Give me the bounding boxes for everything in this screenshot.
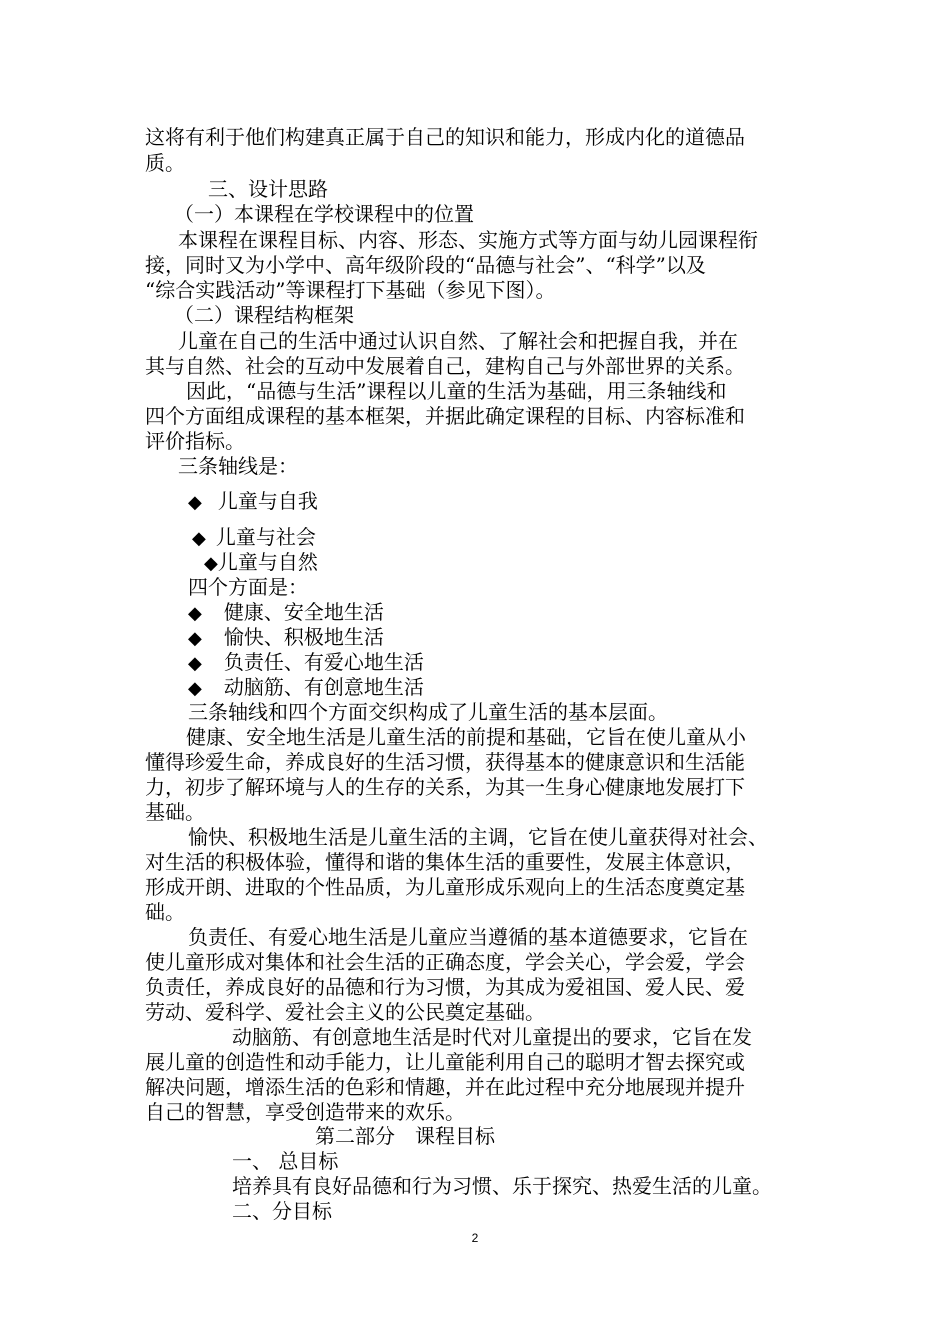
body-text-line: 因此，“品德与生活”课程以儿童的生活为基础，用三条轴线和 [186,379,727,403]
body-text-line: 懂得珍爱生命，养成良好的生活习惯，获得基本的健康意识和生活能 [145,750,745,774]
bullet-text: 负责任、有爱心地生活 [223,650,424,674]
section-heading: 二、分目标 [232,1199,332,1223]
body-text-line: 健康、安全地生活是儿童生活的前提和基础，它旨在使儿童从小 [186,725,746,749]
body-text-line: 质。 [145,151,185,175]
bullet-text: 儿童与自我 [217,489,318,513]
bullet-text: 动脑筋、有创意地生活 [223,675,424,699]
bullet-item [188,489,318,515]
diamond-bullet-icon: ◆ [204,553,218,574]
body-text-line: 本课程在课程目标、内容、形态、实施方式等方面与幼儿园课程衔 [178,228,758,252]
body-text-line: 愉快、积极地生活是儿童生活的主调，它旨在使儿童获得对社会、 [188,825,768,849]
bullet-item [188,625,384,651]
body-text-line: 础。 [145,900,185,924]
body-text-line: 展儿童的创造性和动手能力，让儿童能利用自己的聪明才智去探究或 [145,1050,745,1074]
body-text-line: 这将有利于他们构建真正属于自己的知识和能力，形成内化的道德品 [145,125,745,149]
body-text-line: 三条轴线和四个方面交织构成了儿童生活的基本层面。 [188,700,668,724]
body-text-line: 使儿童形成对集体和社会生活的正确态度，学会关心，学会爱，学会 [145,950,745,974]
body-text-line: 力，初步了解环境与人的生存的关系，为其一生身心健康地发展打下 [145,775,745,799]
body-text-line: 负责任，养成良好的品德和行为习惯，为其成为爱祖国、爱人民、爱 [145,975,745,999]
body-text-line: 解决问题，增添生活的色彩和情趣，并在此过程中充分地展现并提升 [145,1075,745,1099]
bullet-text: 愉快、积极地生活 [223,625,384,649]
body-text-line: 接，同时又为小学中、高年级阶段的“品德与社会”、“科学”以及 [145,253,706,277]
page-number: 2 [471,1231,479,1245]
bullet-item [188,650,424,676]
body-text-line: 三条轴线是： [178,454,298,478]
diamond-bullet-icon: ◆ [188,492,202,513]
bullet-item [188,600,384,626]
body-text-line: 其与自然、社会的互动中发展着自己，建构自己与外部世界的关系。 [145,354,745,378]
diamond-bullet-icon: ◆ [188,678,202,699]
body-text-line: 培养具有良好品德和行为习惯、乐于探究、热爱生活的儿童。 [232,1174,772,1198]
diamond-bullet-icon: ◆ [188,603,202,624]
section-heading: 三、设计思路 [208,177,328,201]
bullet-item [188,675,424,701]
bullet-text: 健康、安全地生活 [223,600,384,624]
bullet-item [192,525,316,551]
bullet-item [204,550,318,576]
body-text-line: 负责任、有爱心地生活是儿童应当遵循的基本道德要求，它旨在 [188,925,748,949]
body-text-line: “综合实践活动”等课程打下基础（参见下图）。 [145,278,556,302]
subsection-heading: （二）课程结构框架 [174,303,354,327]
body-text-line: 自己的智慧，享受创造带来的欢乐。 [145,1100,465,1124]
diamond-bullet-icon: ◆ [188,653,202,674]
body-text-line: 劳动、爱科学、爱社会主义的公民奠定基础。 [145,1000,545,1024]
body-text-line: 动脑筋、有创意地生活是时代对儿童提出的要求，它旨在发 [232,1025,752,1049]
bullet-text: 儿童与自然 [217,550,318,574]
subsection-heading: （一）本课程在学校课程中的位置 [174,202,474,226]
diamond-bullet-icon: ◆ [188,628,202,649]
body-text-line: 四个方面组成课程的基本框架，并据此确定课程的目标、内容标准和 [145,404,745,428]
section-heading: 一、 总目标 [232,1149,339,1173]
body-text-line: 对生活的积极体验，懂得和谐的集体生活的重要性，发展主体意识， [145,850,745,874]
body-text-line: 评价指标。 [145,429,245,453]
part-heading: 第二部分 课程目标 [315,1124,495,1148]
body-text-line: 基础。 [145,800,205,824]
body-text-line: 形成开朗、进取的个性品质，为儿童形成乐观向上的生活态度奠定基 [145,875,745,899]
body-text-line: 四个方面是： [188,575,308,599]
bullet-text: 儿童与社会 [215,525,316,549]
body-text-line: 儿童在自己的生活中通过认识自然、了解社会和把握自我，并在 [178,329,738,353]
diamond-bullet-icon: ◆ [192,528,206,549]
